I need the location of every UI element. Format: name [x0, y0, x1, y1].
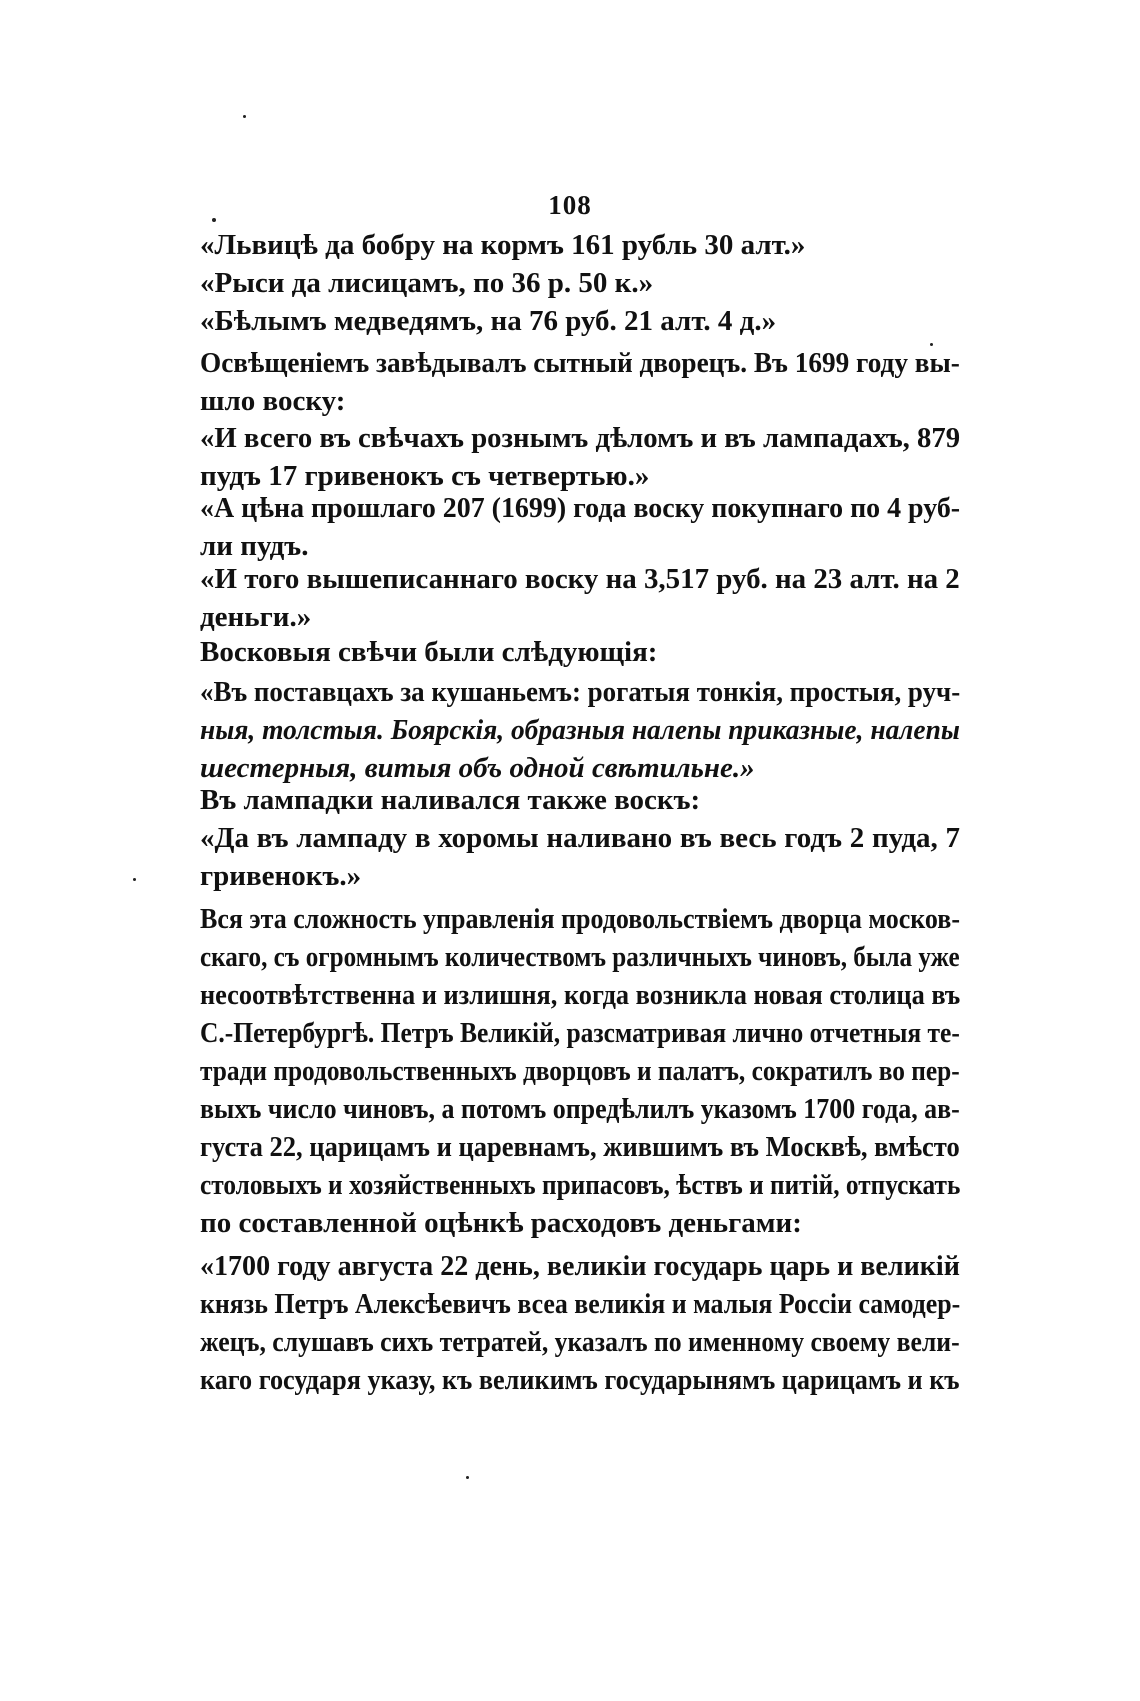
- paragraph-lighting: [200, 344, 960, 420]
- text-line: шестерныя, витыя объ одной свѣтильне.»: [200, 752, 755, 784]
- scan-speck: [212, 218, 216, 222]
- text-line: «И того вышеписаннаго воску на 3,517 руб. на 23 алт. на 2: [200, 563, 960, 595]
- text-line: С.-Петербургѣ. Петръ Великій, разсматривая лично отчетныя те-: [200, 1017, 960, 1049]
- quote-wax-price: [200, 489, 960, 565]
- text-line: «Бѣлымъ медведямъ, на 76 руб. 21 алт. 4 д.»: [200, 305, 777, 337]
- text-line: шло воску:: [200, 385, 346, 417]
- text-line: «Рыси да лисицамъ, по 36 р. 50 к.»: [200, 267, 654, 299]
- quote-lamp-wax: [200, 819, 960, 895]
- text-line: деньги.»: [200, 601, 312, 633]
- text-line: пудъ 17 гривенокъ съ четвертью.»: [200, 460, 650, 492]
- quote-candle-types: [200, 673, 960, 787]
- text-line: несоотвѣтственна и излишня, когда возникла новая столица въ: [200, 979, 961, 1011]
- text-line: выхъ число чиновъ, а потомъ опредѣлилъ указомъ 1700 года, ав-: [200, 1093, 960, 1125]
- text-line: «Львицѣ да бобру на кормъ 161 рубль 30 алт.»: [200, 229, 806, 261]
- scan-speck: [243, 115, 246, 118]
- text-line: густа 22, царицамъ и царевнамъ, жившимъ въ Москвѣ, вмѣсто: [200, 1131, 960, 1163]
- text-line: скаго, съ огромнымъ количествомъ различныхъ чиновъ, была уже: [200, 941, 960, 973]
- text-line: ли пудъ.: [200, 530, 309, 562]
- text-line: по составленной оцѣнкѣ расходовъ деньгами:: [200, 1207, 802, 1239]
- quote-wax-sum: [200, 560, 960, 636]
- text-line: каго государя указу, къ великимъ государынямъ царицамъ и къ: [200, 1364, 960, 1396]
- text-line: «Въ поставцахъ за кушаньемъ: рогатыя тонкія, простыя, руч-: [200, 676, 961, 708]
- text-line: Вся эта сложность управленія продовольствіемъ дворца москов-: [200, 903, 960, 935]
- text-line: Восковыя свѣчи были слѣдующія:: [200, 636, 658, 668]
- text-line: жецъ, слушавъ сихъ тетратей, указалъ по именному своему вели-: [200, 1326, 960, 1358]
- scan-speck: [133, 878, 136, 881]
- scan-speck: [466, 1476, 469, 1479]
- paragraph-peter-reform: [200, 900, 960, 1242]
- text-line: гривенокъ.»: [200, 860, 362, 892]
- page-number: 108: [548, 190, 592, 220]
- text-line: «И всего въ свѣчахъ рознымъ дѣломъ и въ лампадахъ, 879: [200, 422, 961, 454]
- text-line: Освѣщеніемъ завѣдывалъ сытный дворецъ. Въ 1699 году вы-: [200, 347, 960, 379]
- text-line: князь Петръ Алексѣевичъ всеа великія и малыя Россіи самодер-: [200, 1288, 961, 1320]
- text-line: «1700 году августа 22 день, великіи государь царь и великій: [200, 1250, 960, 1282]
- quote-decree-1700: [200, 1247, 960, 1399]
- quote-wax-total: [200, 419, 960, 495]
- text-line: Въ лампадки наливался также воскъ:: [200, 784, 701, 816]
- paragraph-candles: [200, 633, 960, 671]
- text-line: «А цѣна прошлаго 207 (1699) года воску покупнаго по 4 руб-: [200, 492, 961, 524]
- text-line: ныя, толстыя. Боярскія, образныя налепы приказные, налепы: [200, 714, 960, 746]
- scan-speck: [930, 343, 933, 346]
- menagerie-feed-quotes: [200, 226, 960, 340]
- paragraph-lamps: [200, 781, 960, 819]
- text-line: «Да въ лампаду в хоромы наливано въ весь годъ 2 пуда, 7: [200, 822, 960, 854]
- text-line: столовыхъ и хозяйственныхъ припасовъ, ѣствъ и питій, отпускать: [200, 1169, 961, 1201]
- text-line: тради продовольственныхъ дворцовъ и палатъ, сократилъ во пер-: [200, 1055, 960, 1087]
